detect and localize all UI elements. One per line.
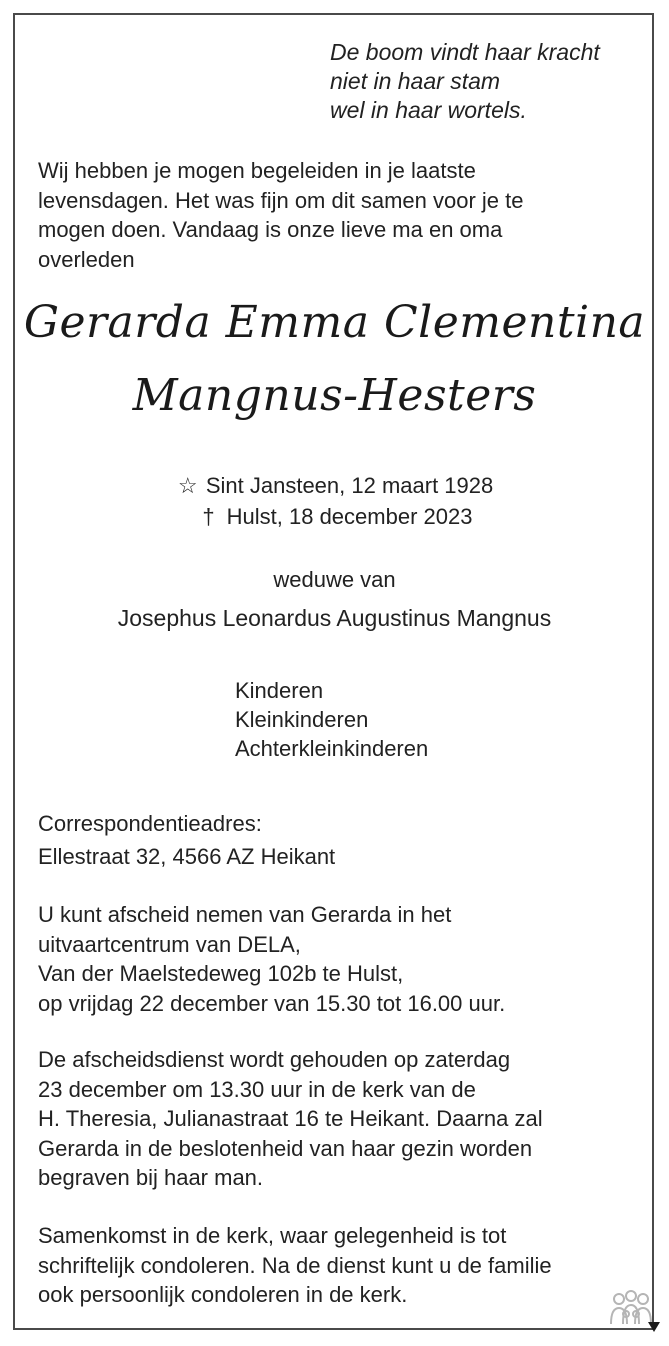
- gathering-line: Samenkomst in de kerk, waar gelegenheid is tot: [38, 1223, 507, 1248]
- farewell-text: [38, 900, 505, 1018]
- deceased-name-last: Mangnus-Hesters: [132, 370, 537, 421]
- farewell-line: op vrijdag 22 december van 15.30 tot 16.00 uur.: [38, 990, 506, 1016]
- intro-line: mogen doen. Vandaag is onze lieve ma en oma: [38, 217, 503, 242]
- family-item: Kinderen: [235, 678, 324, 703]
- family-item: Achterkleinkinderen: [235, 736, 429, 761]
- correspondence-label: Correspondentieadres:: [38, 811, 262, 836]
- birth-text: Sint Jansteen, 12 maart 1928: [205, 473, 494, 498]
- gathering-line: ook persoonlijk condoleren in de kerk.: [38, 1282, 408, 1307]
- intro-line: overleden: [38, 246, 135, 272]
- correspondence-value: Ellestraat 32, 4566 AZ Heikant: [38, 844, 336, 869]
- star-icon: ☆: [177, 473, 198, 498]
- widow-label: weduwe van: [273, 567, 396, 592]
- poem-line: niet in haar stam: [330, 68, 501, 94]
- intro-line: Wij hebben je mogen begeleiden in je laatste: [38, 158, 476, 183]
- birth-line: [0, 473, 669, 499]
- farewell-line: U kunt afscheid nemen van Gerarda in het: [38, 902, 452, 927]
- service-line: H. Theresia, Julianastraat 16 te Heikant. Daarna zal: [38, 1106, 543, 1131]
- gathering-text: [38, 1221, 552, 1310]
- service-line: 23 december om 13.30 uur in de kerk van de: [38, 1076, 476, 1102]
- family-list: [235, 676, 428, 763]
- family-item: Kleinkinderen: [235, 707, 369, 732]
- farewell-line: Van der Maelstedeweg 102b te Hulst,: [38, 961, 404, 986]
- death-text: Hulst, 18 december 2023: [226, 504, 473, 529]
- spouse-name: Josephus Leonardus Augustinus Mangnus: [117, 605, 552, 631]
- farewell-line: uitvaartcentrum van DELA,: [38, 931, 301, 957]
- intro-text: [38, 156, 523, 274]
- service-line: De afscheidsdienst wordt gehouden op zaterdag: [38, 1047, 511, 1072]
- cross-icon: †: [202, 504, 215, 529]
- arrow-down-icon[interactable]: [648, 1322, 660, 1332]
- deceased-name-first: Gerarda Emma Clementina: [23, 297, 646, 348]
- service-text: [38, 1045, 543, 1193]
- service-line: Gerarda in de beslotenheid van haar gezin worden: [38, 1135, 533, 1161]
- death-line: [0, 504, 669, 530]
- intro-line: levensdagen. Het was fijn om dit samen voor je te: [38, 187, 524, 213]
- service-line: begraven bij haar man.: [38, 1165, 264, 1190]
- poem: [330, 38, 600, 125]
- poem-line: De boom vindt haar kracht: [330, 39, 600, 65]
- gathering-line: schriftelijk condoleren. Na de dienst kunt u de familie: [38, 1252, 552, 1278]
- poem-line: wel in haar wortels.: [330, 97, 527, 123]
- correspondence-address: [38, 807, 335, 873]
